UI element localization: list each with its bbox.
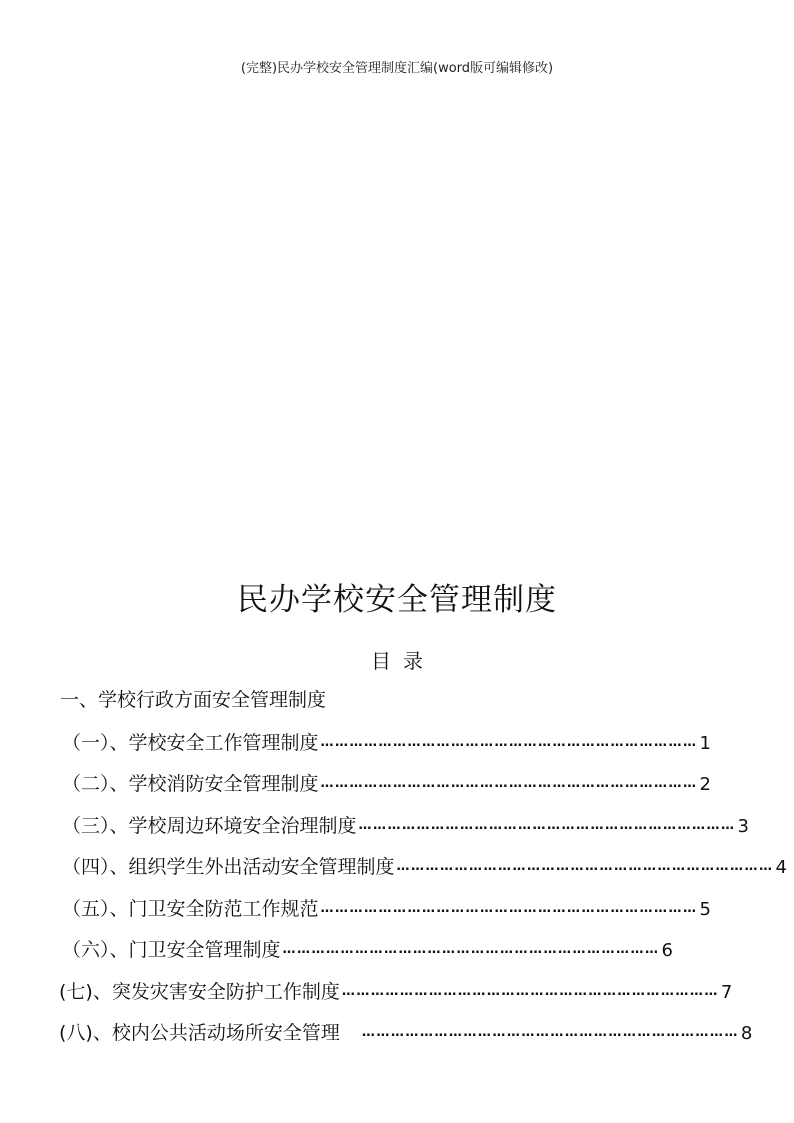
toc-page-number: 2: [699, 774, 711, 795]
toc-leader-dots: ……………………………………………………………………: [361, 1025, 739, 1040]
toc-entry[interactable]: [62, 894, 711, 920]
toc-heading-char-2: 录: [403, 649, 423, 673]
toc-entry[interactable]: [62, 769, 711, 795]
toc-page-number: 3: [737, 816, 749, 837]
toc-leader-dots: ……………………………………………………………………: [358, 818, 736, 833]
toc-leader-dots: ……………………………………………………………………: [320, 735, 698, 750]
toc-leader-dots: ……………………………………………………………………: [396, 859, 774, 874]
toc-entry[interactable]: [59, 977, 733, 1003]
toc-entry-label: (八)、校内公共活动场所安全管理: [59, 1022, 340, 1044]
toc-entry[interactable]: [62, 811, 749, 837]
toc-page-number: 8: [740, 1023, 753, 1044]
toc-page-number: 6: [661, 940, 673, 961]
toc-leader-dots: ……………………………………………………………………: [320, 901, 698, 916]
document-header: (完整)民办学校安全管理制度汇编(word版可编辑修改): [240, 61, 554, 76]
toc-page-number: 1: [699, 733, 711, 754]
toc-page-number: 5: [699, 899, 711, 920]
toc-entry[interactable]: [62, 728, 711, 754]
toc-entry-label: （二）、学校消防安全管理制度: [62, 773, 319, 795]
toc-page-number: 4: [775, 857, 787, 878]
toc-page-number: 7: [720, 982, 733, 1003]
toc-entry-label: （三）、学校周边环境安全治理制度: [62, 815, 357, 837]
toc-entry-label: (七)、突发灾害安全防护工作制度: [59, 981, 340, 1003]
toc-leader-dots: ……………………………………………………………………: [282, 942, 660, 957]
toc-entry-label: （一）、学校安全工作管理制度: [62, 732, 319, 754]
toc-heading-char-1: 目: [371, 649, 391, 673]
toc-leader-dots: ……………………………………………………………………: [320, 776, 698, 791]
toc-entry-label: （六）、门卫安全管理制度: [62, 939, 281, 961]
document-title: 民办学校安全管理制度: [237, 582, 557, 618]
toc-entry[interactable]: [59, 1018, 753, 1044]
toc-heading: [0, 645, 794, 674]
toc-entry[interactable]: [62, 935, 673, 961]
toc-leader-dots: ……………………………………………………………………: [341, 984, 719, 999]
section-title: 一、学校行政方面安全管理制度: [60, 689, 327, 711]
toc-entry[interactable]: [62, 852, 787, 878]
toc-entry-label: （五）、门卫安全防范工作规范: [62, 898, 319, 920]
toc-entry-label: （四）、组织学生外出活动安全管理制度: [62, 856, 395, 878]
